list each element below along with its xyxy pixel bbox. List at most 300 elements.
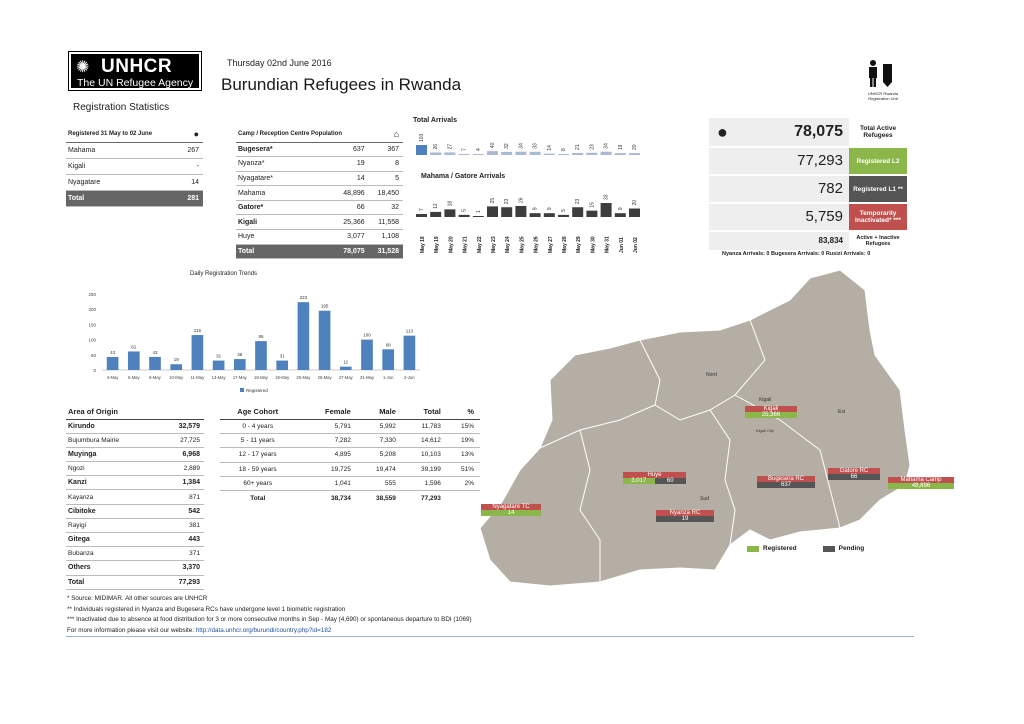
mahama-arrivals-label: 23 (504, 198, 511, 205)
table-row (66, 447, 204, 461)
site-pending: 66 (828, 474, 880, 480)
active-refugees-label: Total Active Refugees (849, 118, 907, 146)
camp-individuals: 66 (312, 200, 368, 215)
total-label: Total (250, 494, 266, 502)
total-arrivals-label: 27 (447, 143, 454, 150)
house-icon: ⌂ (369, 127, 403, 142)
bar-value-label: 195 (320, 303, 329, 309)
x-tick-label: 1-Jun (382, 375, 394, 380)
total-arrivals-bar (586, 153, 597, 155)
y-tick-label: 0 (93, 368, 96, 373)
daily-trends-title: Daily Registration Trends (190, 271, 258, 277)
mahama-arrivals-bar (473, 216, 484, 217)
active-refugees-value: 78,075 (794, 123, 843, 140)
bar-value-label: 31 (216, 353, 222, 359)
camp-name: Nyanza* (236, 157, 312, 172)
report-date: Thursday 02nd June 2016 (227, 58, 332, 68)
page-title: Burundian Refugees in Rwanda (221, 75, 462, 94)
arrival-date-label: May 29 (576, 236, 583, 253)
mahama-arrivals-bar (459, 215, 470, 217)
total-all: 77,293 (421, 494, 441, 502)
col-header: % (447, 405, 480, 419)
origin-name: Muyinga (66, 447, 157, 461)
age-cell: 0 - 4 years (220, 419, 301, 433)
total-arrivals-label: 34 (603, 143, 610, 149)
camp-table-header: Camp / Reception Centre Population (236, 127, 369, 142)
arrival-date-label: Jun 01 (618, 237, 625, 253)
age-cell: 5,791 (301, 419, 356, 433)
daily-registration-bar (170, 364, 182, 370)
total-value: 77,293 (157, 575, 204, 589)
site-pending: 19 (656, 516, 714, 522)
map-site-mahama (888, 477, 954, 489)
table-row-label: Kigali (66, 158, 180, 174)
daily-registration-bar (340, 367, 352, 370)
map-site-nyanza (656, 510, 714, 522)
total-arrivals-bar (444, 152, 455, 155)
mahama-arrivals-bar (430, 212, 441, 217)
daily-registration-bar (276, 361, 288, 370)
arrival-date-label: May 27 (547, 236, 554, 253)
total-arrivals-label: 4 (475, 148, 482, 151)
region-label: Nord (706, 372, 717, 378)
mahama-arrivals-bar (530, 213, 541, 217)
table-row-label: Nyagatare (66, 174, 180, 190)
total-arrivals-bar (459, 154, 470, 155)
camp-households: 367 (369, 142, 403, 157)
inactivated-value: 5,759 (709, 204, 849, 230)
area-of-origin-table (66, 405, 204, 590)
total-female: 38,734 (330, 494, 351, 502)
section-title: Registration Statistics (73, 102, 170, 113)
total-arrivals-bar (601, 152, 612, 155)
camp-individuals: 14 (312, 171, 368, 186)
daily-registration-bar (319, 311, 331, 370)
footnote: *** Inactivated due to absence at food distribution for 3 or more consecutive months in Sep - May (4,690) or spontaneous departure to BDI (1069) (67, 616, 472, 623)
age-cell: 12 - 17 years (220, 448, 301, 462)
x-tick-label: 25-May (296, 375, 311, 380)
rwanda-map (480, 270, 920, 590)
camp-name: Nyagatare* (236, 171, 312, 186)
legend-pending-swatch (823, 546, 835, 552)
kigali-sub-label: Kigali City (756, 428, 774, 433)
arrivals-charts (410, 125, 660, 265)
origin-name: Bujumbura Mairie (66, 433, 157, 447)
combined-label: Active + Inactive Refugees (849, 232, 907, 250)
age-cell: 60+ years (220, 477, 301, 491)
total-pct (447, 491, 480, 505)
x-tick-label: 8-May (149, 375, 161, 380)
age-cohort-table (220, 405, 480, 505)
mahama-arrivals-label: 5 (561, 209, 567, 212)
age-cell: 4,895 (301, 448, 356, 462)
x-tick-label: 18-May (254, 375, 268, 380)
map-site-kigali (745, 406, 797, 418)
footnote: * Source: MIDIMAR. All other sources are UNHCR (67, 595, 208, 602)
origin-value: 2,889 (157, 462, 204, 476)
total-arrivals-bar (544, 154, 555, 155)
age-cell: 1,041 (301, 477, 356, 491)
camp-households: 18,450 (369, 186, 403, 201)
registered-table-header: Registered 31 May to 02 June (66, 127, 180, 142)
footnote-prefix: For more information please visit our website: (67, 626, 195, 634)
mahama-arrivals-label: 23 (575, 198, 582, 205)
camp-individuals: 3,077 (312, 230, 368, 245)
camp-households: 11,558 (369, 215, 403, 230)
arrival-date-label: May 30 (590, 236, 597, 253)
col-header: Female (301, 405, 356, 419)
unhcr-emblem-icon: ✺ (76, 59, 90, 76)
x-tick-label: 4-May (106, 375, 119, 380)
origin-name: Cibitoke (66, 504, 157, 518)
table-row (220, 433, 480, 447)
age-cell: 11,783 (402, 419, 447, 433)
registration-unit-icon (864, 60, 898, 86)
daily-registration-bar (298, 302, 310, 370)
total-arrivals-label: 26 (433, 143, 440, 150)
daily-trends-chart (80, 284, 425, 399)
person-icon: ● (180, 127, 203, 142)
mahama-arrivals-bar (615, 213, 626, 217)
age-cell: 13% (447, 448, 480, 462)
site-name: Mahama Camp (888, 477, 954, 483)
total-arrivals-label: 19 (617, 144, 624, 151)
origin-name: Bubanza (66, 547, 157, 561)
col-header: Male (357, 405, 402, 419)
y-tick-label: 250 (88, 292, 96, 297)
mahama-arrivals-bar (586, 211, 597, 217)
total-households: 31,528 (369, 244, 403, 259)
site-pending: 637 (757, 482, 815, 488)
total-label: Total (236, 244, 312, 259)
total-arrivals-label: 40 (490, 142, 496, 149)
table-row (66, 476, 204, 490)
total-arrivals-label: 20 (632, 144, 638, 151)
mahama-arrivals-label: 5 (461, 209, 468, 212)
arrival-date-label: May 28 (562, 236, 568, 253)
map-land (480, 270, 910, 586)
table-row-value: - (180, 158, 203, 174)
table-row (66, 547, 204, 561)
region-label: Sud (700, 496, 709, 502)
age-cell: 2% (447, 477, 480, 491)
camp-households: 8 (369, 157, 403, 172)
total-arrivals-bar (530, 152, 541, 155)
total-individuals: 78,075 (312, 244, 368, 259)
mahama-arrivals-label: 25 (490, 197, 496, 204)
origin-value: 443 (157, 533, 204, 547)
site-name: Nyagatare TC (481, 504, 541, 510)
total-label: Total (66, 190, 180, 206)
map-site-bugesera (757, 476, 815, 488)
mahama-arrivals-label: 9 (532, 207, 539, 211)
bar-value-label: 19 (173, 357, 179, 363)
table-row (66, 433, 204, 447)
daily-registration-bar (107, 357, 119, 370)
arrival-date-label: May 24 (505, 236, 512, 253)
origin-name: Gitega (66, 533, 157, 547)
x-tick-label: 13-May (211, 375, 226, 380)
arrival-date-label: May 19 (434, 236, 441, 253)
x-tick-label: 27-May (338, 375, 353, 380)
mahama-arrivals-label: 33 (603, 194, 610, 200)
site-pending: 60 (655, 478, 687, 484)
age-cell: 5,992 (357, 419, 402, 433)
origin-value: 381 (157, 518, 204, 532)
y-tick-label: 200 (88, 307, 96, 313)
arrival-date-label: May 18 (420, 236, 426, 253)
registered-l1-value: 782 (709, 176, 849, 202)
footnote: ** Individuals registered in Nyanza and Bugesera RCs have undergone level 1 biometric registration (67, 605, 346, 613)
origin-value: 1,384 (157, 476, 204, 490)
camp-households: 5 (369, 171, 403, 186)
legend-pending-label: Pending (838, 545, 865, 552)
arrival-date-label: May 25 (519, 236, 526, 253)
age-cell: 19,725 (301, 462, 356, 476)
mahama-arrivals-label: 7 (419, 208, 425, 212)
origin-value: 3,370 (157, 561, 204, 575)
site-name: Bugesera RC (757, 476, 815, 482)
mahama-arrivals-bar (558, 215, 569, 217)
combined-value: 83,834 (709, 232, 849, 250)
age-cell: 5,208 (357, 448, 402, 462)
mahama-arrivals-bar (416, 214, 427, 217)
origin-value: 6,968 (157, 447, 204, 461)
x-tick-label: 17-May (232, 375, 247, 380)
arrivals-note: Nyanza Arrivals: 0 Bugesera Arrivals: 0 Rusizi Arrivals: 0 (722, 251, 871, 257)
arrival-date-label: May 21 (462, 236, 469, 253)
region-label: Kigali (759, 397, 772, 403)
daily-registration-bar (404, 336, 416, 370)
legend-swatch (240, 388, 244, 392)
daily-registration-bar (361, 340, 373, 370)
daily-registration-bar (213, 361, 225, 370)
table-row-value: 14 (180, 174, 203, 190)
table-row (66, 533, 204, 547)
age-cell: 19,474 (357, 462, 402, 476)
arrival-date-label: May 26 (533, 236, 540, 253)
unhcr-logo (69, 52, 201, 90)
bar-value-label: 68 (385, 342, 391, 348)
kpi-panel (709, 118, 907, 250)
total-arrivals-label: 32 (504, 143, 511, 149)
origin-name: Rayigi (66, 518, 157, 532)
camp-individuals: 48,896 (312, 186, 368, 201)
table-row-label: Mahama (66, 142, 180, 158)
bar-value-label: 43 (110, 349, 116, 355)
mahama-arrivals-bar (487, 206, 498, 217)
col-header: Age Cohort (220, 405, 301, 419)
mahama-arrivals-bar (444, 209, 455, 217)
table-row (66, 419, 204, 433)
x-tick-label: 19-May (275, 375, 290, 380)
age-cell: 5 - 11 years (220, 433, 301, 447)
total-arrivals-bar (629, 153, 640, 155)
y-tick-label: 100 (88, 337, 96, 343)
arrival-date-label: Jun 02 (633, 237, 639, 253)
registered-table (66, 127, 203, 207)
site-registered: 25,366 (745, 412, 797, 418)
mahama-arrivals-label: 12 (433, 203, 440, 209)
daily-registration-bar (128, 351, 140, 370)
camp-individuals: 637 (312, 142, 368, 157)
total-arrivals-bar (416, 145, 427, 155)
camp-individuals: 25,366 (312, 215, 368, 230)
camp-name: Mahama (236, 186, 312, 201)
legend-registered-swatch (747, 546, 759, 552)
total-arrivals-label: 14 (546, 145, 553, 151)
origin-name: Ngozi (66, 462, 157, 476)
site-name: Kigali (745, 406, 797, 412)
table-row (220, 448, 480, 462)
total-arrivals-label: 21 (575, 144, 582, 150)
x-tick-label: 26-May (317, 375, 332, 380)
table-row (66, 504, 204, 518)
daily-registration-bar (382, 349, 394, 370)
arrival-date-label: May 23 (491, 236, 497, 253)
bar-value-label: 31 (279, 353, 285, 359)
total-arrivals-bar (615, 153, 626, 155)
mahama-arrivals-bar (629, 209, 640, 217)
bar-value-label: 223 (299, 295, 308, 301)
area-of-origin-header: Area of Origin (66, 405, 157, 419)
site-name: Huye (623, 472, 686, 478)
total-arrivals-bar (572, 153, 583, 155)
age-cell: 18 - 59 years (220, 462, 301, 476)
legend-label: Registered (246, 388, 268, 393)
table-row-value: 267 (180, 142, 203, 158)
total-male: 38,559 (375, 494, 396, 502)
camp-name: Kigali (236, 215, 312, 230)
site-registered: 14 (481, 510, 541, 516)
logo-text: UNHCR (101, 56, 173, 77)
bar-value-label: 100 (363, 332, 371, 338)
total-arrivals-label: 34 (518, 143, 525, 149)
camp-name: Gatore* (236, 200, 312, 215)
origin-name: Others (66, 561, 157, 575)
total-arrivals-bar (473, 154, 484, 155)
camp-population-table (236, 127, 403, 259)
bar-value-label: 115 (193, 328, 201, 334)
mahama-arrivals-label: 15 (589, 202, 596, 208)
camp-households: 1,108 (369, 230, 403, 245)
camp-name: Huye (236, 230, 312, 245)
total-arrivals-label: 23 (589, 144, 596, 150)
daily-registration-bar (149, 357, 161, 370)
site-name: Nyanza RC (656, 510, 714, 516)
mahama-arrivals-label: 9 (617, 207, 624, 211)
table-row (66, 561, 204, 575)
x-tick-label: 11-May (190, 375, 205, 380)
age-cell: 19% (447, 433, 480, 447)
total-arrivals-bar (501, 152, 512, 155)
bar-value-label: 43 (152, 349, 158, 355)
bar-value-label: 113 (405, 328, 413, 334)
map-site-nyagatare (481, 504, 541, 516)
total-label: Total (66, 575, 157, 589)
total-value: 281 (180, 190, 203, 206)
total-arrivals-label: 7 (461, 148, 468, 151)
age-cell: 51% (447, 462, 480, 476)
x-tick-label: 31-May (360, 375, 374, 380)
origin-value: 27,725 (157, 433, 204, 447)
origin-name: Kayanza (66, 490, 157, 504)
table-row (66, 462, 204, 476)
website-link[interactable]: http://data.unhcr.org/burundi/country.php?id=182 (195, 626, 332, 634)
age-cell: 1,596 (402, 477, 447, 491)
footnotes (67, 594, 472, 636)
origin-value: 371 (157, 547, 204, 561)
table-row (66, 518, 204, 532)
age-cell: 555 (357, 477, 402, 491)
mahama-arrivals-bar (544, 213, 555, 217)
x-tick-label: 2-Jun (404, 375, 415, 380)
total-arrivals-bar (487, 151, 498, 155)
footer-divider (66, 636, 914, 637)
mahama-arrivals-bar (601, 203, 612, 217)
bar-value-label: 61 (131, 344, 137, 350)
arrival-date-label: May 22 (476, 236, 483, 253)
site-registered: 48,896 (888, 483, 954, 489)
age-cell: 15% (447, 419, 480, 433)
arrival-date-label: May 31 (604, 236, 611, 253)
map-site-huye (623, 472, 686, 484)
daily-registration-bar (255, 341, 267, 370)
mahama-arrivals-label: 1 (475, 210, 482, 213)
bar-value-label: 95 (258, 334, 264, 340)
mahama-arrivals-label: 18 (447, 200, 454, 207)
bar-value-label: 11 (343, 359, 349, 365)
total-arrivals-bar (515, 152, 526, 155)
age-cell: 14,612 (402, 433, 447, 447)
total-arrivals-bar (430, 152, 441, 155)
origin-value: 32,579 (157, 419, 204, 433)
table-row (220, 477, 480, 491)
mahama-arrivals-title: Mahama / Gatore Arrivals (421, 173, 506, 180)
logo-subtitle: The UN Refugee Agency (77, 77, 194, 89)
origin-name: Kirundo (66, 419, 157, 433)
legend-registered-label: Registered (763, 545, 797, 552)
table-row (220, 462, 480, 476)
registered-l1-label: Registered L1 ** (849, 176, 907, 202)
total-arrivals-title: Total Arrivals (413, 117, 457, 124)
registered-l2-value: 77,293 (709, 148, 849, 174)
mahama-arrivals-label: 26 (518, 197, 525, 203)
x-tick-label: 5-May (127, 375, 140, 380)
camp-individuals: 19 (312, 157, 368, 172)
total-arrivals-bar (558, 154, 569, 155)
camp-households: 32 (369, 200, 403, 215)
table-row (66, 490, 204, 504)
x-tick-label: 10-May (169, 375, 184, 380)
inactivated-label: Temporarily Inactivated* *** (849, 204, 907, 230)
person-icon: ● (717, 121, 728, 142)
y-tick-label: 150 (88, 322, 96, 328)
region-label: Est (838, 409, 846, 415)
total-arrivals-label: 33 (532, 143, 539, 149)
mahama-arrivals-bar (572, 207, 583, 217)
daily-registration-bar (234, 359, 246, 370)
age-cell: 7,330 (357, 433, 402, 447)
mahama-arrivals-bar (515, 206, 526, 217)
arrival-date-label: May 20 (448, 236, 455, 253)
registration-unit-caption: UNHCR Rwanda Registration Unit (867, 91, 899, 101)
mahama-arrivals-label: 9 (546, 207, 553, 211)
col-header: Total (402, 405, 447, 419)
site-registered: 3,017 (623, 478, 655, 484)
registered-l2-label: Registered L2 (849, 148, 907, 174)
table-row (220, 419, 480, 433)
